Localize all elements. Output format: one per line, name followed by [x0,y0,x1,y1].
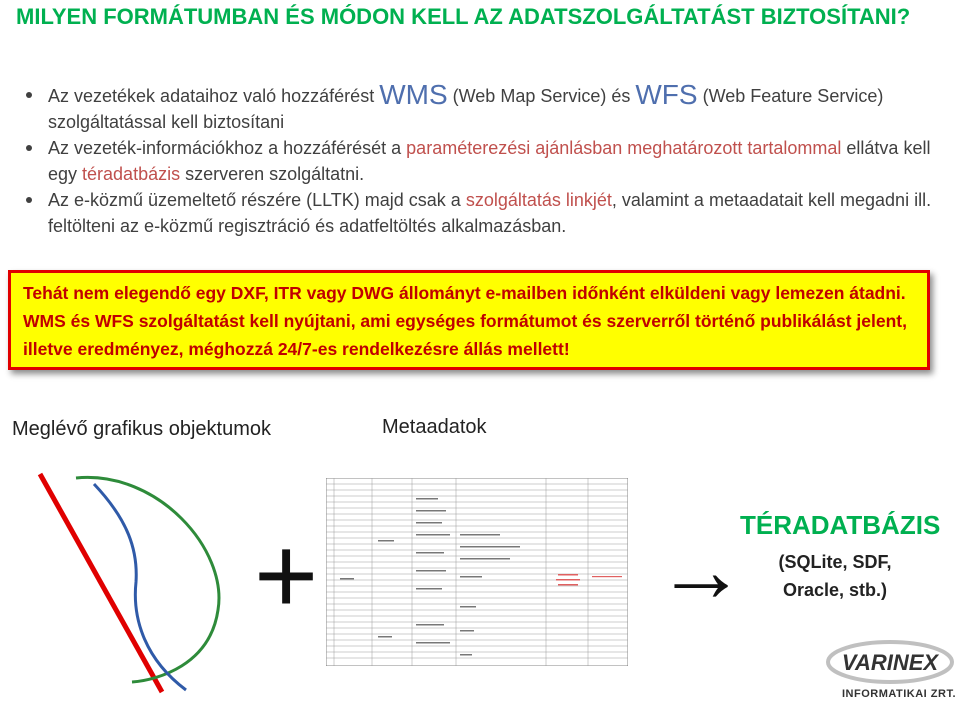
highlight-box: Tehát nem elegendő egy DXF, ITR vagy DWG állományt e-mailben időnként elküldeni vagy lemezen átadni. WMS és WFS szolgáltatást kell nyújtani, ami egységes formátumot és szerverről történő publikálást jelent, illetve eredményez, méghozzá 24/7-es rendelkezésre állás mellett! [8,270,930,370]
bullet-text: Az e-közmű üzemeltető részére (LLTK) majd csak a [48,190,466,210]
bullet-list [20,79,950,239]
page-title: MILYEN FORMÁTUMBAN ÉS MÓDON KELL AZ ADATSZOLGÁLTATÁST BIZTOSÍTANI? [16,4,911,29]
graphic-objects-illustration [28,460,238,696]
database-subtitle-line: Oracle, stb.) [782,580,888,600]
highlight-term: paraméterezési ajánlásban meghatározott tartalommal [406,138,842,158]
bullet-text: ellátva kell egy [48,138,931,184]
red-line [40,474,162,692]
graphics-label: Meglévő grafikus objektumok [12,418,272,440]
bullet-text: (Web Map Service) és [447,86,636,106]
bullet-link [20,187,950,239]
highlight-term: téradatbázis [82,164,181,184]
database-title: TÉRADATBÁZIS [740,510,941,540]
metadata-label: Metaadatok [382,416,487,438]
wfs-term: WFS [635,79,698,110]
blue-curve [94,484,186,690]
bullet-text: szerveren szolgáltatni. [180,164,365,184]
bullet-wms-wfs [20,79,950,135]
metadata-spreadsheet [326,478,628,666]
database-subtitle-line: (SQLite, SDF, [778,552,892,572]
bullet-text: Az vezetékek adataihoz való hozzáférést [48,86,380,106]
highlight-term: szolgáltatás linkjét [465,190,612,210]
bullet-text: (Web Feature Service) szolgáltatással kell biztosítani [48,86,884,132]
wms-term: WMS [379,79,448,110]
logo-tagline: INFORMATIKAI ZRT. [842,688,957,700]
bullet-access [20,135,950,187]
logo-name: VARINEX [841,650,939,675]
database-subtitle [760,548,910,604]
plus-symbol: + [254,514,319,637]
arrow-right-icon: → [656,521,746,621]
bullet-text: , valamint a metaadatait kell megadni ill. feltölteni az e-közmű regisztráció és adatfeltöltés alkalmazásban. [48,190,932,236]
bullet-text: Az vezeték-információkhoz a hozzáférését a [48,138,407,158]
